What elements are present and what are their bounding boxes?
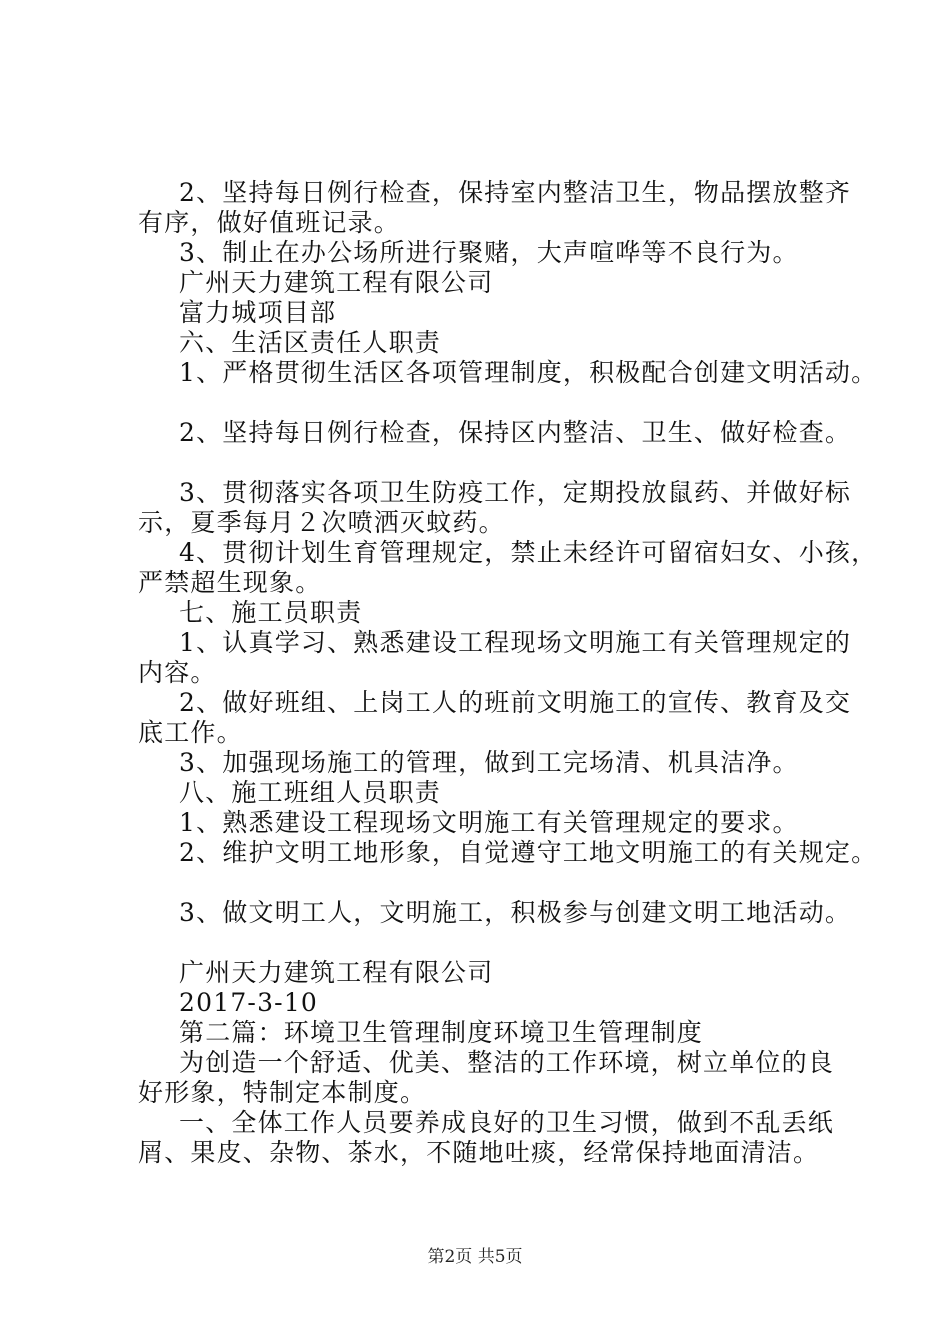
paragraph-line: 3、加强现场施工的管理，做到工完场清、机具洁净。 [179, 748, 799, 777]
paragraph-line: 1、严格贯彻生活区各项管理制度，积极配合创建文明活动。 [179, 358, 878, 387]
section-heading: 八、施工班组人员职责 [179, 778, 442, 807]
paragraph-line: 好形象，特制定本制度。 [138, 1078, 427, 1107]
project-department: 富力城项目部 [179, 298, 337, 327]
paragraph-line: 2、做好班组、上岗工人的班前文明施工的宣传、教育及交 [179, 688, 852, 717]
paragraph-line: 2、坚持每日例行检查，保持室内整洁卫生，物品摆放整齐 [179, 178, 852, 207]
paragraph-line: 3、做文明工人，文明施工，积极参与创建文明工地活动。 [179, 898, 852, 927]
blank-line [138, 448, 850, 478]
blank-line [138, 868, 850, 898]
blank-line [138, 388, 850, 418]
paragraph-line: 底工作。 [138, 718, 243, 747]
section-heading: 七、施工员职责 [179, 598, 363, 627]
company-name: 广州天力建筑工程有限公司 [179, 268, 494, 297]
paragraph-line: 1、熟悉建设工程现场文明施工有关管理规定的要求。 [179, 808, 799, 837]
paragraph-line: 示，夏季每月２次喷洒灭蚊药。 [138, 508, 505, 537]
paragraph-line: 内容。 [138, 658, 217, 687]
blank-line [138, 928, 850, 958]
chapter-title: 第二篇：环境卫生管理制度环境卫生管理制度 [179, 1018, 704, 1047]
company-name: 广州天力建筑工程有限公司 [179, 958, 494, 987]
paragraph-line: 为创造一个舒适、优美、整洁的工作环境，树立单位的良 [179, 1048, 835, 1077]
paragraph-line: 3、制止在办公场所进行聚赌，大声喧哗等不良行为。 [179, 238, 799, 267]
paragraph-line: 4、贯彻计划生育管理规定，禁止未经许可留宿妇女、小孩， [179, 538, 878, 567]
paragraph-line: 1、认真学习、熟悉建设工程现场文明施工有关管理规定的 [179, 628, 852, 657]
section-heading: 六、生活区责任人职责 [179, 328, 442, 357]
paragraph-line: 2、维护文明工地形象，自觉遵守工地文明施工的有关规定。 [179, 838, 878, 867]
paragraph-line: 2、坚持每日例行检查，保持区内整洁、卫生、做好检查。 [179, 418, 852, 447]
document-date: 2017-3-10 [179, 988, 319, 1017]
page-footer: 第2页 共5页 [427, 1247, 523, 1267]
document-body [138, 178, 878, 1168]
paragraph-line: 一、全体工作人员要养成良好的卫生习惯，做到不乱丢纸 [179, 1108, 835, 1137]
paragraph-line: 屑、果皮、杂物、茶水，不随地吐痰，经常保持地面清洁。 [138, 1138, 820, 1167]
paragraph-line: 严禁超生现象。 [138, 568, 322, 597]
paragraph-line: 3、贯彻落实各项卫生防疫工作，定期投放鼠药、并做好标 [179, 478, 852, 507]
paragraph-line: 有序，做好值班记录。 [138, 208, 401, 237]
